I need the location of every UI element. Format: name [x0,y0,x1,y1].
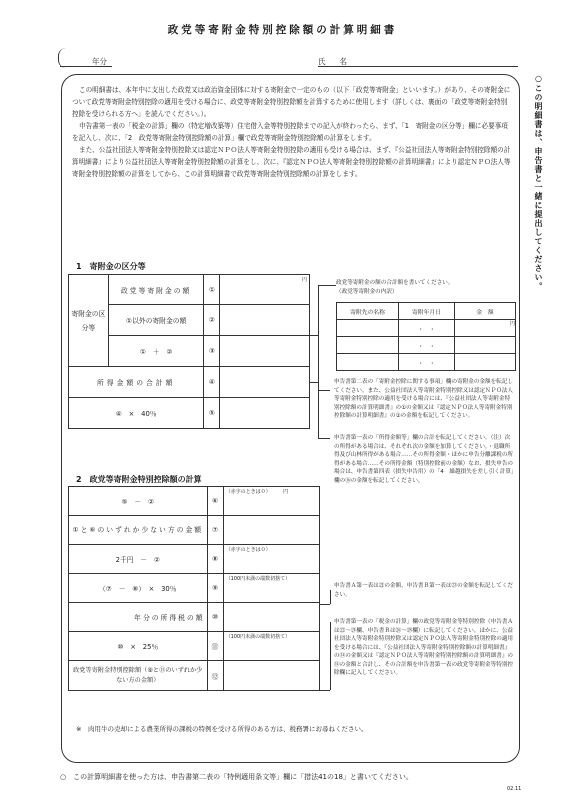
section2-heading: 2 政党等寄附金特別控除額の計算 [76,475,202,484]
page-title: 政党等寄附金特別控除額の計算明細書 [167,24,398,36]
row6-label: ⑤ － ② [69,487,208,516]
note-c: 申告書第一表の「所得金額等」欄の合計を転記してください。（注）次の所得がある場合は、それぞれ次の金額を加算してください。・退職所得及び山林所得がある場合……その所得金額・ほかに申告分離課税の所得がある場合……その所得金額（特別控除前の金額）なお、損失申告の場合は、申告書第四表（損失申告用）の「4 繰越損失を差し引く計算」欄の⑯の金額を転記してください。 [334,435,514,484]
note-b: 申告書第二表の「寄附金控除に関する事項」欄の寄附金の金額を転記してください。また、公益社団法人等寄附金特別控除又は認定ＮＰＯ法人等寄附金特別控除の適用を受ける場合には、『公益社団法人等寄附金特別控除額の計算明細書』の①の金額又は『認定ＮＰＯ法人等寄附金特別控除額の計算明細書』の①の金額を転記してください。 [334,379,514,419]
side-note-total [336,279,516,296]
name-label: 氏名 [318,57,361,66]
name-field[interactable] [318,66,518,67]
breakdown-date-1[interactable]: ・ ・ [399,320,455,337]
connector-7 [318,438,330,439]
row8-value[interactable]: （赤字のときは０） [223,545,319,574]
row7-value[interactable] [223,516,319,545]
year-bracket [58,48,70,68]
breakdown-header-name: 寄附先の名称 [337,303,399,320]
row2-label: ①以外の寄附金の額 [108,305,204,336]
row1-num: ① [204,275,220,305]
breakdown-table [336,302,516,371]
section2-table [68,486,320,691]
note-d: 申告書Ａ第一表は㉑の金額、申告書Ｂ第一表は㉓の金額を転記してください。 [334,583,514,598]
connector-5 [310,382,318,383]
row4-value[interactable] [220,367,310,398]
breakdown-amount-1[interactable]: 円 [455,320,516,337]
row9-value[interactable]: （100円未満の端数切捨て） [223,574,319,603]
row5-label: ④ × 40％ [69,398,204,429]
side-note-2: （政党等寄附金の内訳） [336,288,398,295]
year-label: 年分 [92,57,107,66]
row2-num: ② [204,305,220,336]
breakdown-amount-2[interactable] [455,337,516,354]
vertical-submit-note: ○この明細書は、申告書と一緒に提出してください。 [534,74,543,291]
row10-label: 年分の所得税の額 [69,603,208,632]
row7-label: ①と⑥のいずれか少ない方の金額 [69,516,208,545]
connector-4 [318,390,330,391]
row7-num: ⑦ [207,516,223,545]
row6-num: ⑥ [207,487,223,516]
row5-num: ⑤ [204,398,220,429]
breakdown-date-2[interactable]: ・ ・ [399,337,455,354]
connector-1 [318,285,336,286]
row9-label: （⑦ － ⑧） × 30％ [69,574,208,603]
row8-label: 2千円 － ② [69,545,208,574]
row12-label: 政党等寄附金特別控除額（⑨と⑪のいずれか少ない方の金額） [69,661,208,691]
row1-label: 政党等寄附金の額 [108,275,204,305]
row8-num: ⑧ [207,545,223,574]
row3-num: ③ [204,336,220,367]
connector-6 [318,382,319,438]
connector-8 [320,604,330,605]
row5-value[interactable] [220,398,310,429]
intro-para-3: また、公益社団法人等寄附金特別控除又は認定ＮＰＯ法人等寄附金特別控除の適用も受ける場合は、まず、『公益社団法人等寄附金特別控除額の計算明細書』により公益社団法人等寄附金特別控除額の計算をし、次に、『認定ＮＰＯ法人等寄附金特別控除額の計算明細書』により認定ＮＰＯ法人等寄附金特別控除額の計算をしてから、この計算明細書で政党等寄附金特別控除額の計算をします。 [72,146,511,178]
connector-3 [318,285,319,390]
row12-value[interactable] [223,661,319,691]
row3-label: ① ＋ ② [108,336,204,367]
breakdown-name-2[interactable] [337,337,399,354]
section1-table [68,274,310,429]
row2-value[interactable] [220,305,310,336]
row12-num: ⑫ [207,661,223,691]
connector-10 [320,690,330,691]
side-note-1: 政党等寄附金の額の合計額を書いてください。 [336,280,454,286]
intro-para-2: 申告書第一表の「税金の計算」欄の（特定増改築等）住宅借入金等特別控除までの記入が終わったら、まず、「1 寄附金の区分等」欄に必要事項を記入し、次に、「2 政党等寄附金特別控除額の計算」欄で政党等寄附金特別控除額の計算をします。 [72,122,508,142]
breakdown-header-date: 寄附年月日 [399,303,455,320]
row4-num: ④ [204,367,220,398]
row11-label: ⑩ × 25％ [69,632,208,661]
breakdown-date-3[interactable]: ・ ・ [399,354,455,371]
row6-value[interactable]: （赤字のときは０） 円 [223,487,319,516]
note-e: 申告書第一表の「税金の計算」欄の政党等寄附金等特別控除（申告書Ａは㉒～㉔欄、申告書Ｂは㉖～㉘欄）に転記してください。ほかに、公益社団法人等寄附金特別控除又は認定ＮＰＯ法人等寄附金特別控除の適用を受ける場合には、『公益社団法人等寄附金特別控除額の計算明細書』の⑭の金額又は『認定ＮＰＯ法人等寄附金特別控除額の計算明細書』の⑭の金額と合計し、その合計額を申告書第一表の政党等寄附金等特別控除欄に記入してください。 [334,619,514,676]
section1-heading: 1 寄附金の区分等 [76,262,146,271]
intro-para-1: この明細書は、本年中に支出した政党又は政治資金団体に対する寄附金で一定のもの（以下「政党等寄附金」といいます。）があり、その寄附金について政党等寄附金特別控除の適用を受ける場合に、政党等寄附金特別控除額を計算するために使用します（詳しくは、裏面の「政党等寄附金特別控除を受けられる方へ」を読んでください。）。 [72,86,511,118]
breakdown-amount-3[interactable] [455,354,516,371]
row9-num: ⑨ [207,574,223,603]
connector-2 [310,335,318,336]
footer-note: ○ この計算明細書を使った方は、申告書第二表の「特例適用条文等」欄に「措法41の18」と書いてください。 [60,773,413,781]
row10-value[interactable] [223,603,319,632]
breakdown-name-3[interactable] [337,354,399,371]
group-label: 寄附金の区分等 [69,275,109,367]
connector-11 [330,622,331,690]
row11-value[interactable]: （100円未満の端数切捨て） [223,632,319,661]
row11-num: ⑪ [207,632,223,661]
connector-9 [330,590,331,604]
row1-value[interactable]: 円 [220,275,310,305]
row3-value[interactable] [220,336,310,367]
breakdown-header-amount: 金 額 [455,303,516,320]
breakdown-name-1[interactable] [337,320,399,337]
row4-label: 所得金額の合計額 [69,367,204,398]
row10-num: ⑩ [207,603,223,632]
footnote: ※ 肉用牛の売却による農業所得の課税の特例を受ける所得のある方は、税務署にお尋ねください。 [76,725,368,733]
form-code: 02.11 [507,786,522,792]
intro-text [72,84,512,180]
